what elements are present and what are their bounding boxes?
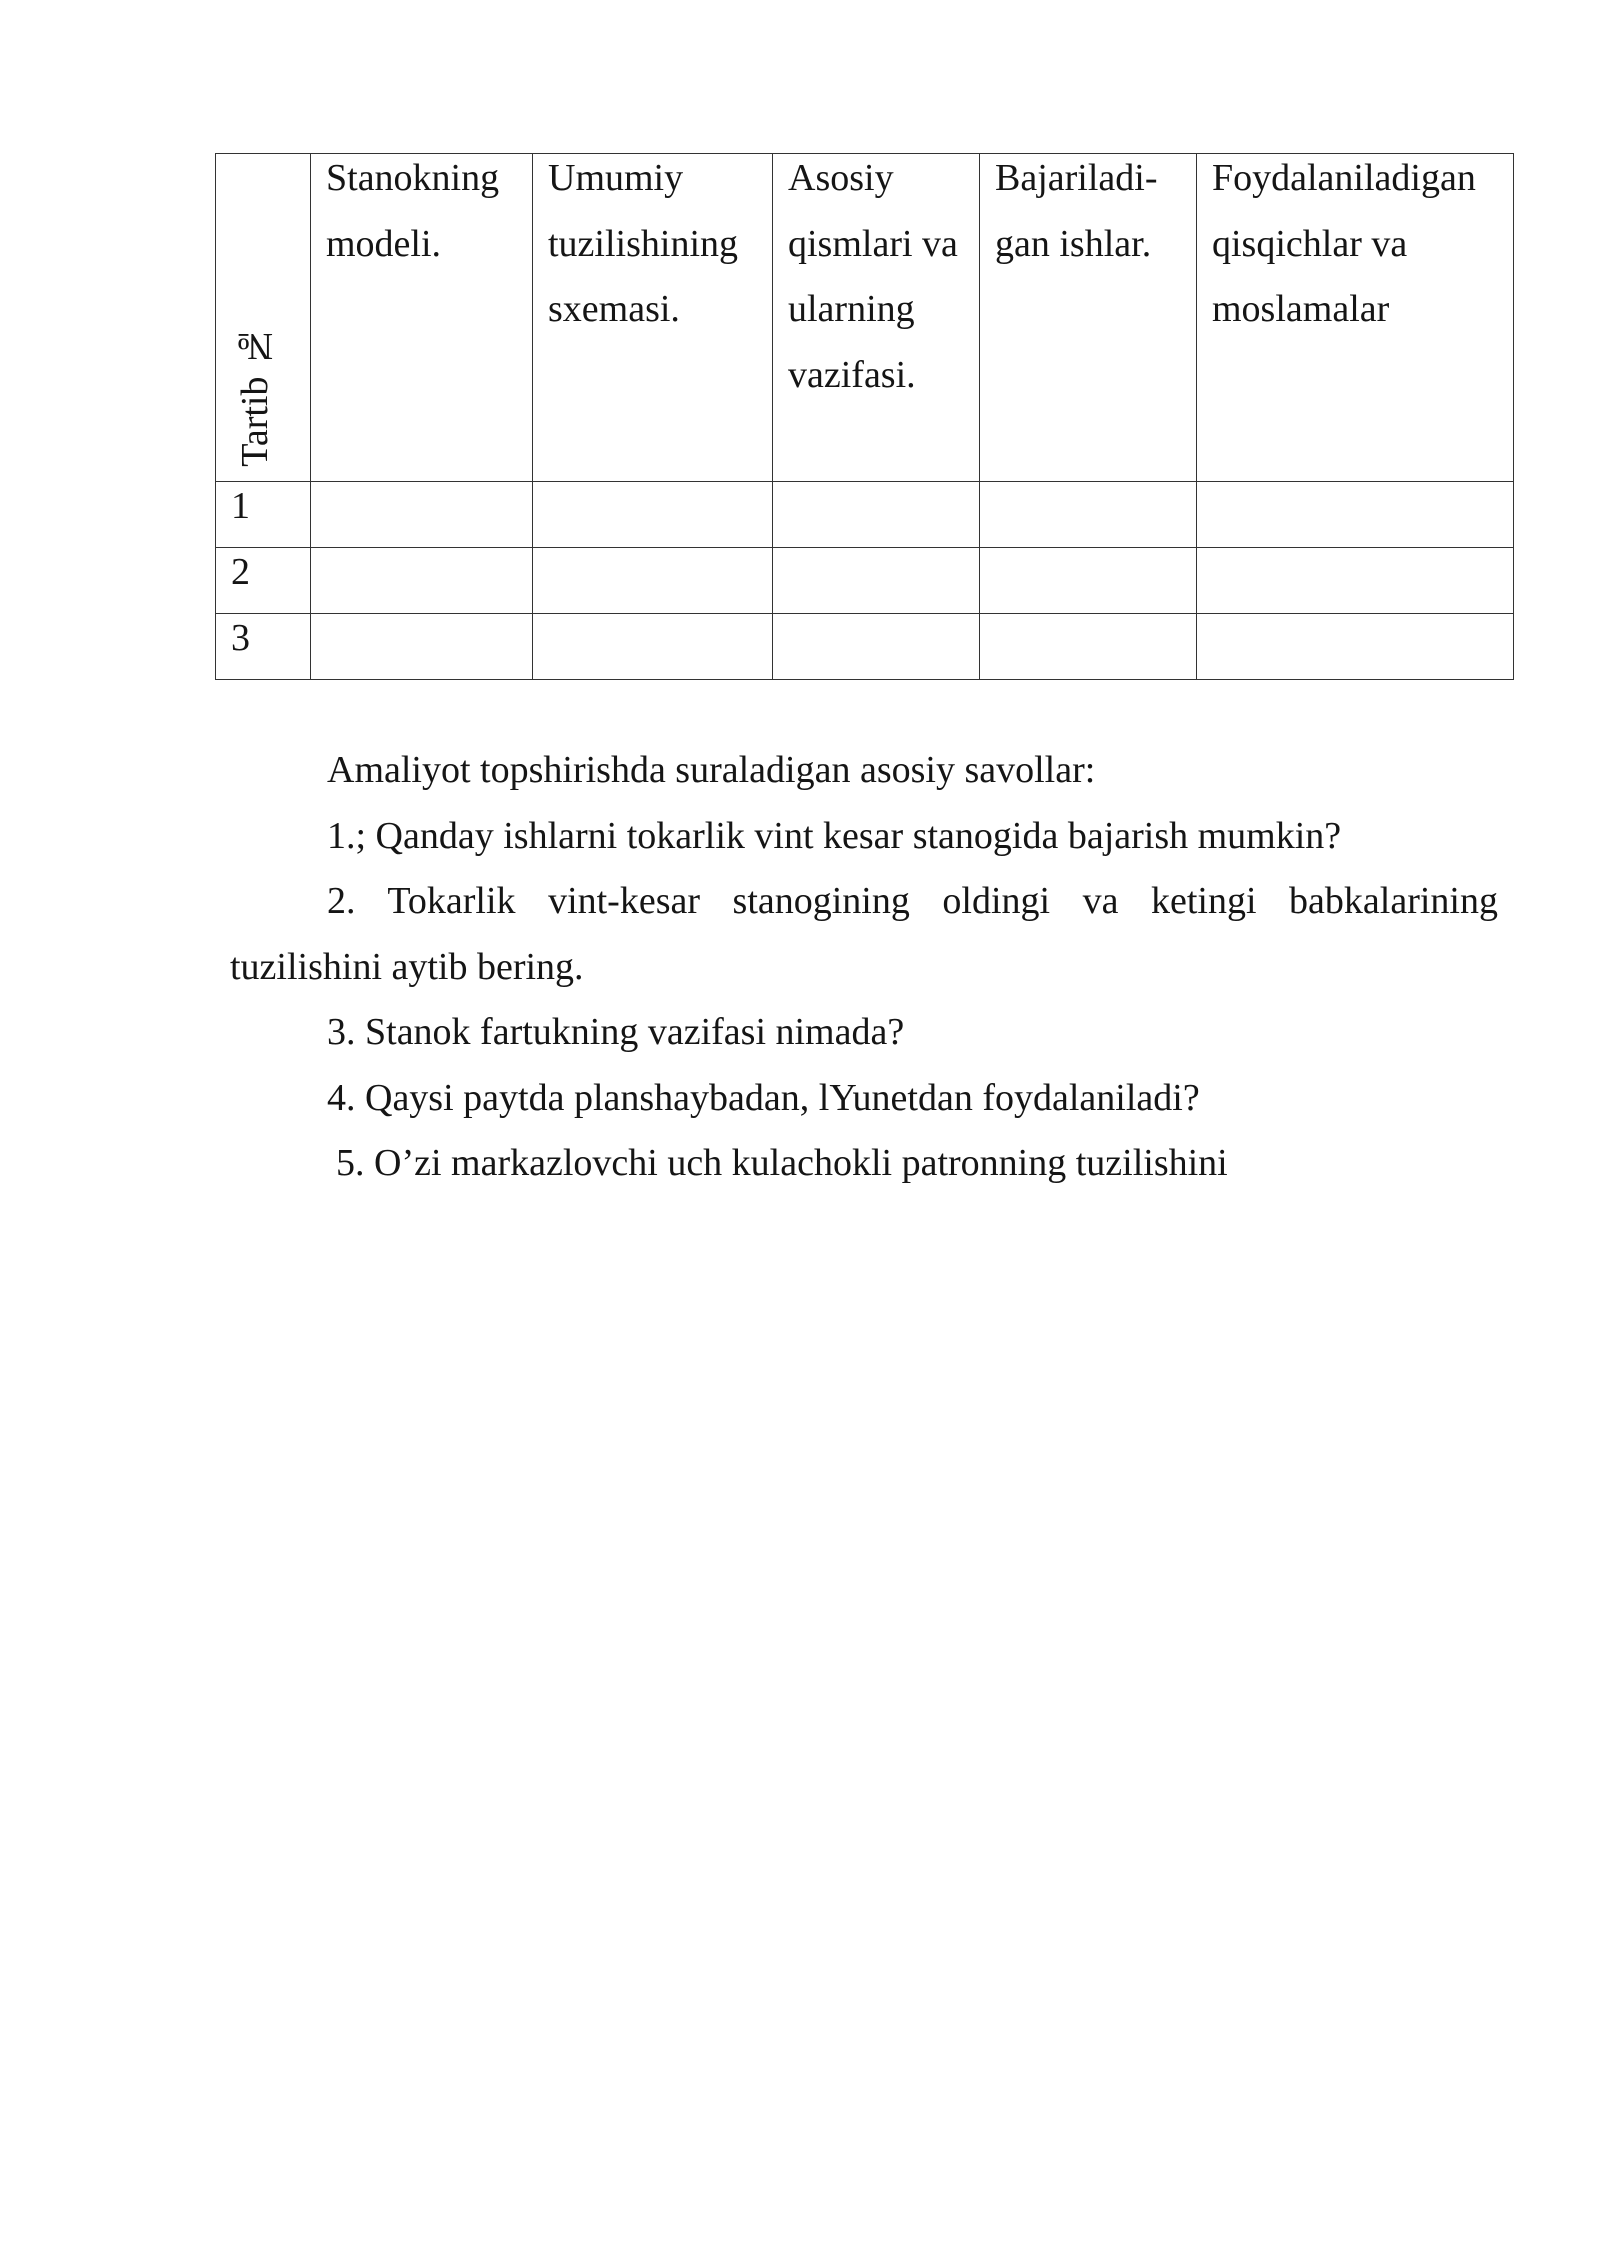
table-cell — [311, 614, 533, 680]
header-line: Foydalaniladigan — [1212, 157, 1476, 199]
header-line: Asosiy — [788, 157, 894, 199]
header-line: qismlari va — [788, 222, 958, 265]
table-header-row — [216, 154, 1514, 482]
header-line: Stanokning — [326, 157, 500, 199]
table-cell — [980, 614, 1197, 680]
header-line: tuzilishining — [548, 222, 738, 265]
header-cell-scheme — [533, 154, 773, 482]
header-line: vazifasi. — [788, 353, 916, 396]
number-label: Tartib № — [234, 325, 276, 467]
row-number-cell: 3 — [216, 614, 311, 680]
table-cell — [980, 548, 1197, 614]
table-row — [216, 614, 1514, 680]
row-number-cell: 2 — [216, 548, 311, 614]
table-cell — [1197, 548, 1514, 614]
question-item-4: 4. Qaysi paytda planshaybadan, lYunetdan foydalaniladi? — [327, 1076, 1200, 1119]
header-cell-number — [216, 154, 311, 482]
table-cell — [773, 548, 980, 614]
header-parts-text — [773, 146, 979, 408]
question-item-2: 2. Tokarlik vint-kesar stanogining oldingi va ketingi babkalarining — [327, 880, 1498, 922]
table-cell — [980, 482, 1197, 548]
header-line: gan ishlar. — [995, 222, 1152, 265]
header-line: moslamalar — [1212, 288, 1390, 330]
question-item-3: 3. Stanok fartukning vazifasi nimada? — [327, 1011, 905, 1053]
question-item-5: 5. O’zi markazlovchi uch kulachokli patronning tuzilishini — [336, 1142, 1228, 1184]
table-cell — [533, 614, 773, 680]
question-item-1: 1.; Qanday ishlarni tokarlik vint kesar stanogida bajarish mumkin? — [327, 814, 1342, 857]
question-item-2-continuation: tuzilishini aytib bering. — [230, 945, 584, 988]
table-cell — [773, 614, 980, 680]
header-line: sxemasi. — [548, 288, 680, 330]
header-cell-model — [311, 154, 533, 482]
header-scheme-text — [533, 146, 772, 343]
table-cell — [533, 482, 773, 548]
header-cell-parts — [773, 154, 980, 482]
header-line: Bajariladi- — [995, 157, 1158, 199]
header-works-text — [980, 146, 1196, 277]
header-cell-works — [980, 154, 1197, 482]
header-line: Umumiy — [548, 157, 684, 199]
header-line: modeli. — [326, 222, 442, 265]
questions-heading: Amaliyot topshirishda suraladigan asosiy savollar: — [327, 749, 1096, 791]
machine-table — [215, 153, 1514, 680]
header-cell-tools — [1197, 154, 1514, 482]
table-cell — [1197, 482, 1514, 548]
table-cell — [1197, 614, 1514, 680]
header-line: qisqichlar va — [1212, 222, 1408, 265]
questions-section — [230, 738, 1498, 1197]
header-tools-text — [1197, 146, 1513, 343]
table-row — [216, 548, 1514, 614]
header-model-text — [311, 146, 532, 277]
header-line: ularning — [788, 288, 915, 330]
table-row — [216, 482, 1514, 548]
table-cell — [311, 482, 533, 548]
table-cell — [773, 482, 980, 548]
row-number-cell: 1 — [216, 482, 311, 548]
table-cell — [311, 548, 533, 614]
table-cell — [533, 548, 773, 614]
